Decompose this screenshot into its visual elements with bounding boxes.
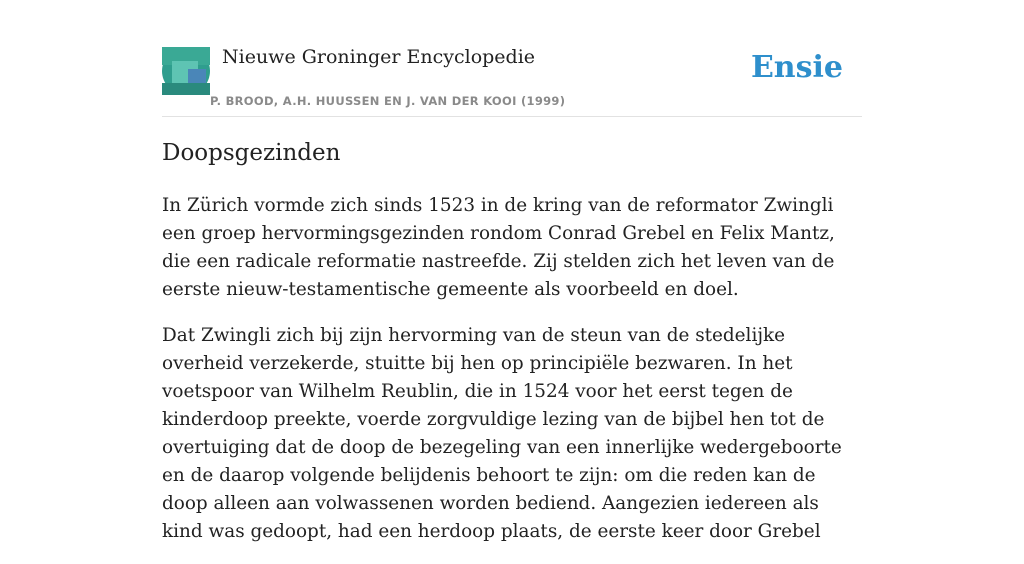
- brand-logo-link[interactable]: Ensie: [750, 50, 843, 85]
- header: [162, 0, 862, 117]
- article-title: Doopsgezinden: [162, 140, 341, 166]
- book-title-link[interactable]: Nieuwe Groninger Encyclopedie: [222, 46, 536, 68]
- article-paragraph: Dat Zwingli zich bij zijn hervorming van de steun van de stedelijke overheid verzekerde, stuitte bij hen op principiële bezwaren. In het voetspoor van Wilhelm Reublin, die in 1524 voor het eerst tegen de kinderdoop preekte, voerde zorgvuldige lezing van de bijbel hen tot de overtuiging dat de doop de bezegeling van een innerlijke wedergeboorte en de daarop volgende belijdenis behoort te zijn: om die reden kan de doop alleen aan volwassenen worden bediend. Aangezien iedereen als kind was gedoopt, had een herdoop plaats, de eerste keer door Grebel: [162, 325, 842, 542]
- book-authors: P. BROOD, A.H. HUUSSEN EN J. VAN DER KOOI (1999): [210, 94, 566, 108]
- book-cover-image[interactable]: [162, 47, 210, 95]
- page: [162, 0, 862, 542]
- article-body: [162, 192, 862, 564]
- cover-band: [188, 69, 206, 83]
- article-paragraph: In Zürich vormde zich sinds 1523 in de kring van de reformator Zwingli een groep hervormingsgezinden rondom Conrad Grebel en Felix Mantz, die een radicale reformatie nastreefde. Zij stelden zich het leven van de eerste nieuw-testamentische gemeente als voorbeeld en doel.: [162, 195, 835, 300]
- cover-band: [162, 83, 210, 95]
